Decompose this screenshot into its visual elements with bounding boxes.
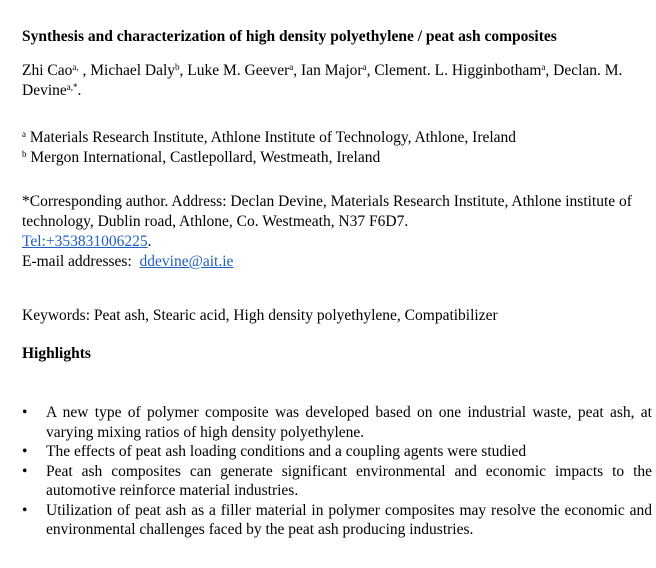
highlights-heading: Highlights bbox=[22, 345, 91, 362]
telephone-suffix: . bbox=[147, 233, 152, 250]
author-separator: , bbox=[78, 62, 91, 79]
author-separator: , bbox=[366, 62, 375, 79]
author-affiliation-mark: a bbox=[541, 62, 546, 73]
highlight-item bbox=[22, 442, 652, 462]
author-name: Luke M. Geever bbox=[187, 62, 290, 79]
author-name: Zhi Cao bbox=[22, 62, 73, 79]
affiliation-list bbox=[22, 128, 650, 168]
author-affiliation-mark: a bbox=[362, 62, 367, 73]
author-name: Ian Major bbox=[301, 62, 363, 79]
highlight-text: Peat ash composites can generate significant environmental and economic impacts to the automotive reinforce material industries. bbox=[46, 462, 652, 499]
author-affiliation-mark: a,* bbox=[66, 82, 78, 93]
highlight-item bbox=[22, 403, 652, 442]
author-separator: , bbox=[293, 62, 302, 79]
corresponding-author-block bbox=[22, 192, 650, 272]
author-name: Declan. M. Devine bbox=[22, 62, 623, 99]
corresponding-author-address: *Corresponding author. Address: Declan Devine, Materials Research Institute, Athlone institute of technology, Dublin road, Athlone, Co. Westmeath, N37 F6D7. bbox=[22, 193, 632, 230]
affiliation-line bbox=[22, 148, 650, 168]
bullet-icon: • bbox=[22, 443, 28, 460]
telephone-line bbox=[22, 232, 650, 252]
affiliation-text: Mergon International, Castlepollard, Westmeath, Ireland bbox=[26, 149, 381, 166]
author-separator: . bbox=[77, 82, 82, 99]
bullet-icon: • bbox=[22, 501, 28, 519]
telephone-link[interactable]: Tel:+353831006225 bbox=[22, 233, 148, 250]
author-separator: , bbox=[545, 62, 554, 79]
author-list bbox=[22, 61, 650, 101]
highlight-item bbox=[22, 501, 652, 540]
affiliation-mark: a bbox=[22, 129, 26, 140]
keywords-line: Keywords: Peat ash, Stearic acid, High density polyethylene, Compatibilizer bbox=[22, 307, 498, 324]
highlight-text: A new type of polymer composite was developed based on one industrial waste, peat ash, at varying mixing ratios of high density polyethylene. bbox=[46, 404, 652, 441]
affiliation-text: Materials Research Institute, Athlone Institute of Technology, Athlone, Ireland bbox=[26, 129, 517, 146]
highlights-list bbox=[22, 403, 652, 540]
email-label: E-mail addresses: bbox=[22, 253, 140, 270]
bullet-icon: • bbox=[22, 462, 28, 480]
affiliation-mark: b bbox=[22, 149, 27, 160]
highlight-text: Utilization of peat ash as a filler material in polymer composites may resolve the economic and environmental challenges faced by the peat ash producing industries. bbox=[46, 501, 652, 538]
highlight-item bbox=[22, 462, 652, 501]
paper-title: Synthesis and characterization of high density polyethylene / peat ash composites bbox=[22, 28, 557, 45]
affiliation-line bbox=[22, 128, 650, 148]
author-affiliation-mark: b bbox=[175, 62, 180, 73]
author-name: Clement. L. Higginbotham bbox=[374, 62, 542, 79]
author-affiliation-mark: a, bbox=[72, 62, 79, 73]
email-link[interactable]: ddevine@ait.ie bbox=[139, 253, 234, 270]
highlight-text: The effects of peat ash loading conditions and a coupling agents were studied bbox=[46, 443, 527, 460]
email-line bbox=[22, 252, 650, 272]
author-name: Michael Daly bbox=[90, 62, 176, 79]
author-separator: , bbox=[179, 62, 188, 79]
bullet-icon: • bbox=[22, 404, 28, 421]
author-affiliation-mark: a bbox=[289, 62, 294, 73]
